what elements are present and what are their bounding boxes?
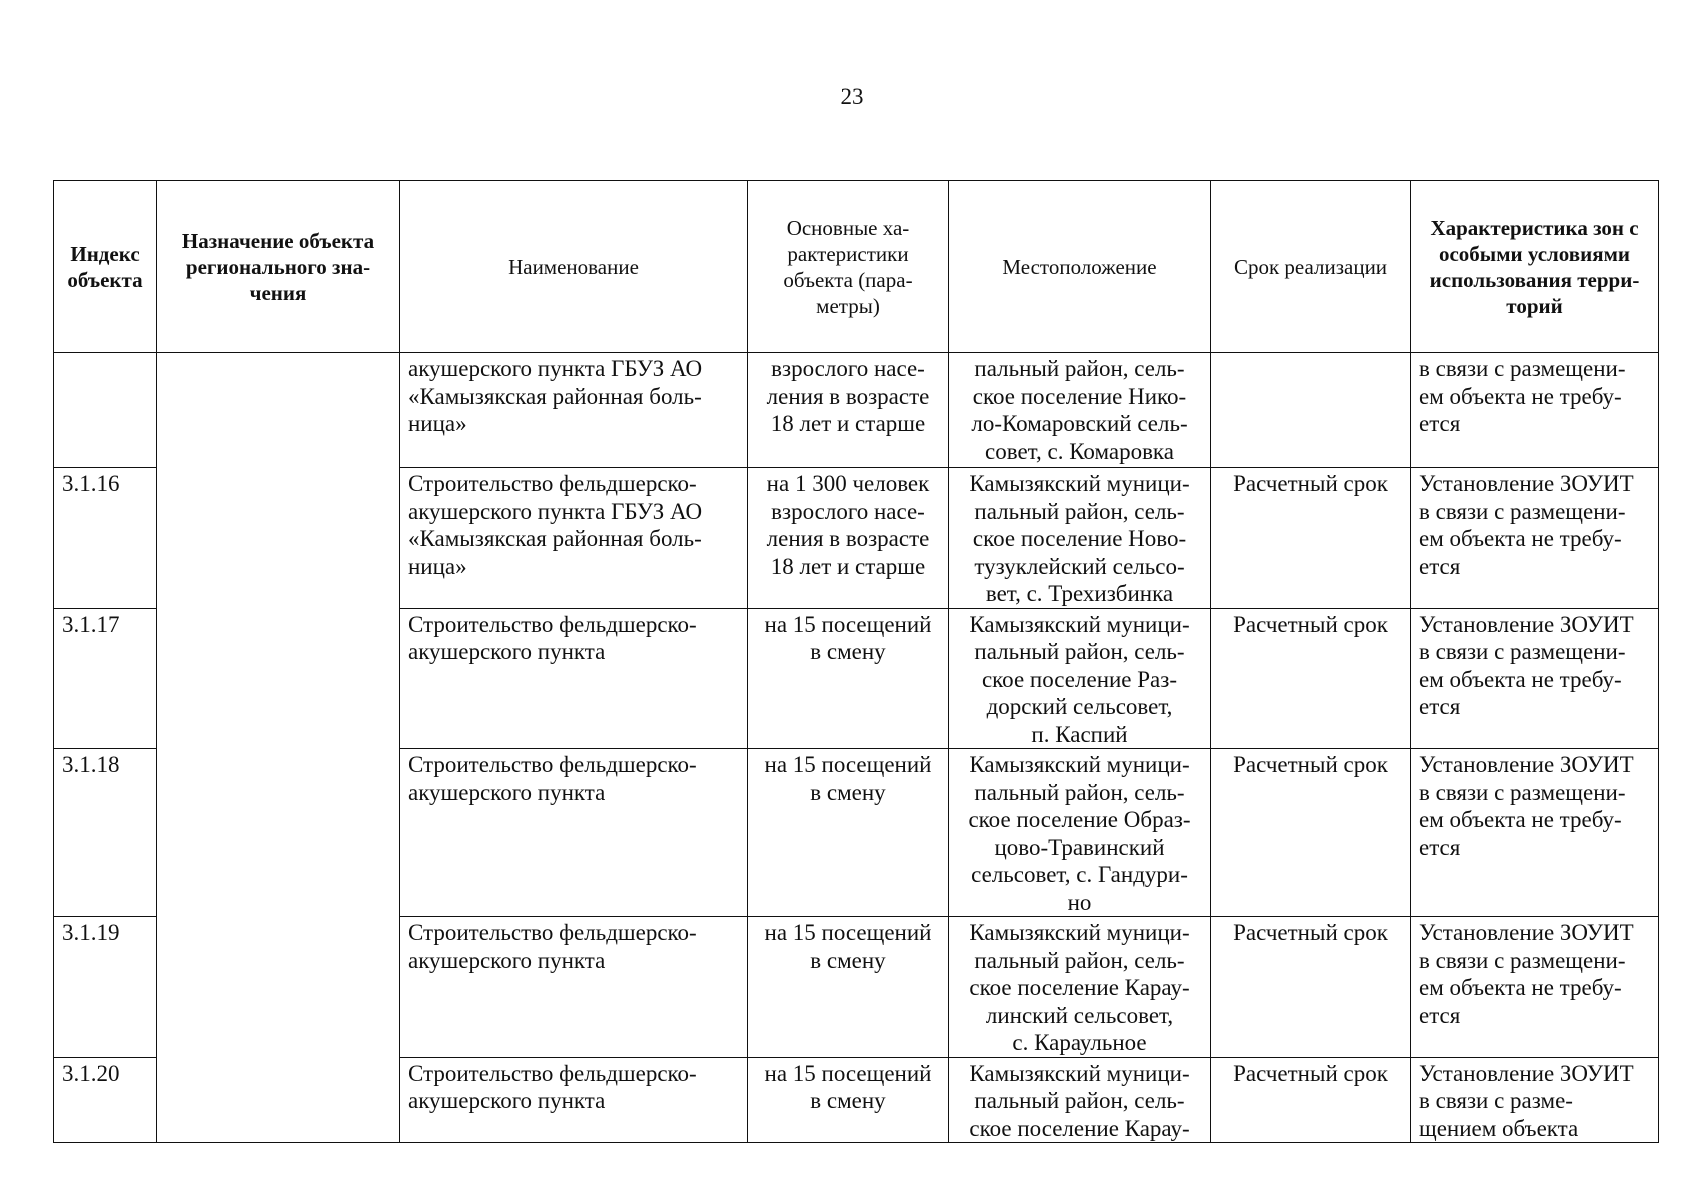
cell-term: Расчетный срок [1211,749,1411,917]
cell-index: 3.1.17 [54,608,157,749]
cell-zones: Установление ЗОУИТ в связи с размещени- ем объекта не требу- ется [1411,608,1659,749]
cell-term: Расчетный срок [1211,1057,1411,1143]
cell-purpose [157,353,400,1143]
cell-location: Камызякский муници- пальный район, сель- ское поселение Ново- тузуклейский сельсо- вет, с. Трехизбинка [949,468,1211,609]
cell-location: Камызякский муници- пальный район, сель- ское поселение Карау- [949,1057,1211,1143]
cell-name: акушерского пункта ГБУЗ АО «Камызякская районная боль- ница» [400,353,748,468]
cell-params: на 15 посещений в смену [748,917,949,1058]
cell-index: 3.1.16 [54,468,157,609]
cell-params: на 15 посещений в смену [748,1057,949,1143]
header-term: Срок реализации [1211,181,1411,353]
cell-term: Расчетный срок [1211,468,1411,609]
cell-params: на 15 посещений в смену [748,749,949,917]
objects-table [53,180,1659,1143]
cell-location: пальный район, сель- ское поселение Нико- ло-Комаровский сель- совет, с. Комаровка [949,353,1211,468]
header-zones: Характеристика зон с особыми условиями использования терри- торий [1411,181,1659,353]
header-name: Наименование [400,181,748,353]
cell-zones: Установление ЗОУИТ в связи с размещени- ем объекта не требу- ется [1411,468,1659,609]
cell-index: 3.1.20 [54,1057,157,1143]
cell-location: Камызякский муници- пальный район, сель- ское поселение Карау- линский сельсовет, с. Караульное [949,917,1211,1058]
cell-index: 3.1.19 [54,917,157,1058]
page-number: 23 [840,84,864,109]
header-purpose: Назначение объекта регионального зна- чения [157,181,400,353]
cell-params: на 1 300 человек взрослого насе- ления в возрасте 18 лет и старше [748,468,949,609]
cell-zones: Установление ЗОУИТ в связи с разме- щением объекта [1411,1057,1659,1143]
cell-location: Камызякский муници- пальный район, сель- ское поселение Раз- дорский сельсовет, п. Каспий [949,608,1211,749]
cell-name: Строительство фельдшерско- акушерского пункта [400,917,748,1058]
header-params: Основные ха- рактеристики объекта (пара- метры) [748,181,949,353]
cell-name: Строительство фельдшерско- акушерского пункта [400,608,748,749]
cell-index: 3.1.18 [54,749,157,917]
cell-params: на 15 посещений в смену [748,608,949,749]
header-location: Местоположение [949,181,1211,353]
cell-name: Строительство фельдшерско- акушерского пункта ГБУЗ АО «Камызякская районная боль- ница» [400,468,748,609]
cell-zones: в связи с размещени- ем объекта не требу- ется [1411,353,1659,468]
cell-name: Строительство фельдшерско- акушерского пункта [400,1057,748,1143]
cell-zones: Установление ЗОУИТ в связи с размещени- ем объекта не требу- ется [1411,917,1659,1058]
cell-term [1211,353,1411,468]
cell-params: взрослого насе- ления в возрасте 18 лет и старше [748,353,949,468]
cell-name: Строительство фельдшерско- акушерского пункта [400,749,748,917]
header-index: Индекс объекта [54,181,157,353]
cell-term: Расчетный срок [1211,917,1411,1058]
table-header-row [54,181,1659,353]
cell-term: Расчетный срок [1211,608,1411,749]
table-row [54,353,1659,468]
cell-location: Камызякский муници- пальный район, сель- ское поселение Образ- цово-Травинский сельсовет, с. Гандури- но [949,749,1211,917]
cell-zones: Установление ЗОУИТ в связи с размещени- ем объекта не требу- ется [1411,749,1659,917]
cell-index [54,353,157,468]
